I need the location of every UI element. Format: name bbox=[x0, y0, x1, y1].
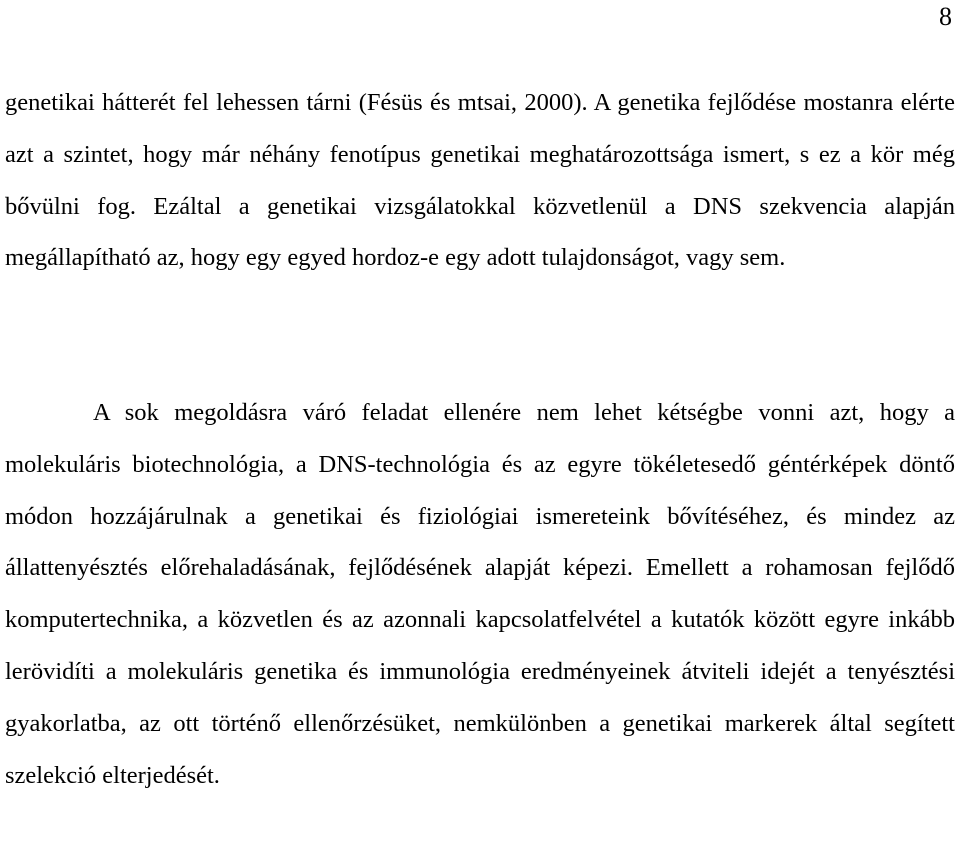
page-number: 8 bbox=[939, 2, 952, 31]
paragraph-genetic-background: genetikai hátterét fel lehessen tárni (Fésüs és mtsai, 2000). A genetika fejlődése mostanra elérte azt a szintet, hogy már néhány fenotípus genetikai meghatározottsága ismert, s ez a kör még bővülni fog. Ezáltal a genetikai vizsgálatokkal közvetlenül a DNS szekvencia alapján megállapítható az, hogy egy egyed hordoz-e egy adott tulajdonságot, vagy sem. bbox=[5, 89, 955, 272]
paragraph-molecular-biotechnology: A sok megoldásra váró feladat ellenére nem lehet kétségbe vonni azt, hogy a molekuláris biotechnológia, a DNS-technológia és az egyre tökéletesedő géntérképek döntő módon hozzájárulnak a genetikai és fiziológiai ismereteink bővítéséhez, és mindez az állattenyésztés előrehaladásának, fejlődésének alapját képezi. Emellett a rohamosan fejlődő komputertechnika, a közvetlen és az azonnali kapcsolatfelvétel a kutatók között egyre inkább lerövidíti a molekuláris genetika és immunológia eredményeinek átviteli idejét a tenyésztési gyakorlatba, az ott történő ellenőrzésüket, nemkülönben a genetikai markerek által segített szelekció elterjedését. bbox=[5, 399, 955, 789]
